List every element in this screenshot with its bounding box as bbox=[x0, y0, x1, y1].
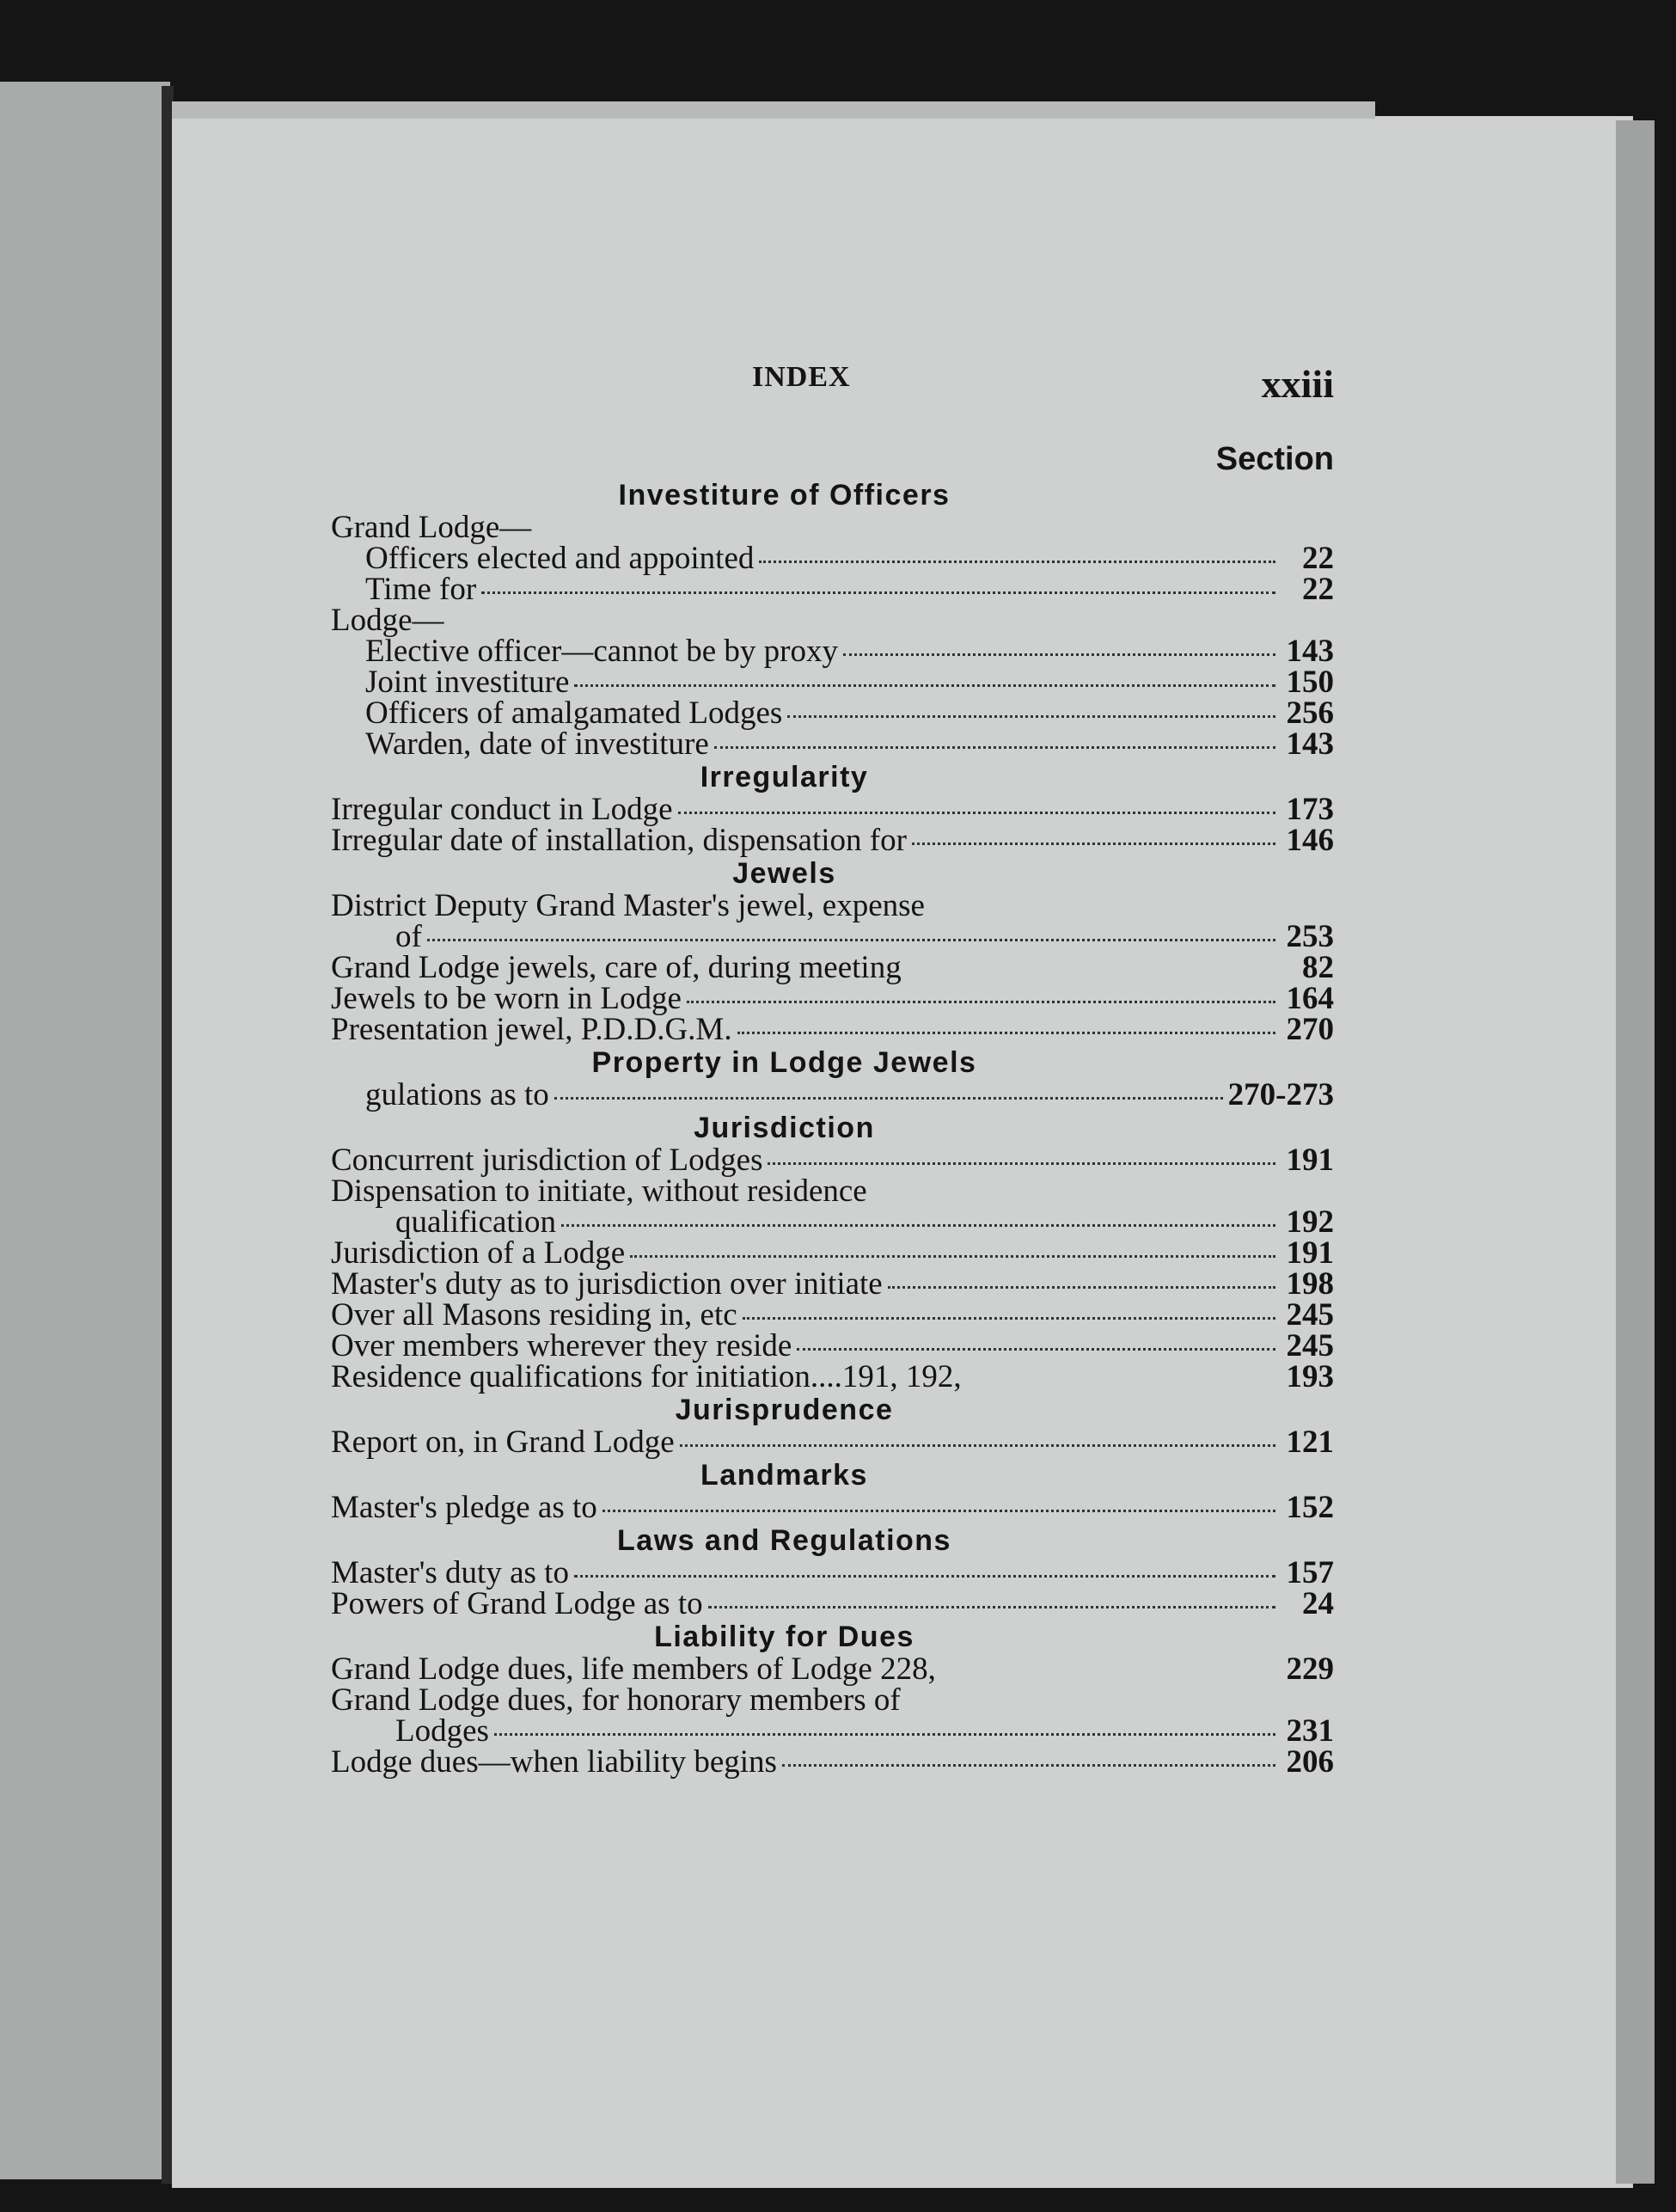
entry-text: Grand Lodge— bbox=[331, 510, 532, 545]
index-entry bbox=[331, 636, 1341, 667]
dot-leader bbox=[759, 561, 1275, 563]
entry-section-number: 231 bbox=[1286, 1713, 1334, 1749]
running-header bbox=[331, 361, 1341, 404]
dot-leader bbox=[680, 1444, 1275, 1447]
index-heading: Laws and Regulations bbox=[617, 1524, 951, 1557]
entry-section-number: 143 bbox=[1286, 726, 1334, 762]
dot-leader bbox=[630, 1255, 1275, 1258]
index-heading: Jurisprudence bbox=[675, 1394, 894, 1426]
entry-section-number: 256 bbox=[1286, 695, 1334, 731]
entry-section-number: 146 bbox=[1286, 823, 1334, 858]
entry-text: Irregular conduct in Lodge bbox=[331, 792, 673, 827]
entry-section-number: 198 bbox=[1286, 1266, 1334, 1302]
index-entry bbox=[331, 1427, 1341, 1458]
index-entry bbox=[331, 667, 1341, 698]
index-entry bbox=[331, 1682, 1341, 1718]
entry-section-number: 24 bbox=[1302, 1586, 1334, 1621]
index-entry bbox=[331, 1173, 1341, 1209]
dot-leader bbox=[494, 1733, 1275, 1736]
entry-section-number: 164 bbox=[1286, 981, 1334, 1016]
dot-leader bbox=[888, 1286, 1275, 1289]
page-number: xxiii bbox=[1261, 362, 1334, 406]
entry-text: Over members wherever they reside bbox=[331, 1328, 792, 1363]
entry-section-number: 191 bbox=[1286, 1143, 1334, 1178]
index-entry bbox=[331, 1014, 1341, 1045]
index-entry bbox=[331, 726, 1341, 762]
entry-section-number: 143 bbox=[1286, 634, 1334, 669]
entry-text: Dispensation to initiate, without residence bbox=[331, 1173, 867, 1209]
entry-section-number: 152 bbox=[1286, 1490, 1334, 1525]
entry-section-number: 245 bbox=[1286, 1297, 1334, 1333]
page-top-strip bbox=[172, 101, 1375, 119]
dot-leader bbox=[768, 1162, 1275, 1165]
entry-text: Elective officer—cannot be by proxy bbox=[365, 634, 838, 669]
entry-text: gulations as to bbox=[365, 1077, 549, 1112]
entry-section-number: 192 bbox=[1286, 1204, 1334, 1240]
dot-leader bbox=[708, 1606, 1275, 1608]
index-heading: Jewels bbox=[732, 857, 836, 890]
index-sections bbox=[331, 478, 1341, 1778]
entry-text: Jewels to be worn in Lodge bbox=[331, 981, 682, 1016]
index-entry bbox=[331, 1204, 1341, 1240]
entry-text: of bbox=[395, 919, 422, 954]
dot-leader bbox=[782, 1764, 1275, 1767]
dot-leader bbox=[481, 591, 1275, 594]
dot-leader bbox=[797, 1348, 1275, 1351]
entry-section-number: 253 bbox=[1286, 919, 1334, 954]
index-entry bbox=[331, 794, 1341, 825]
entry-text: Joint investiture bbox=[365, 665, 570, 700]
dot-leader bbox=[714, 746, 1275, 749]
index-entry bbox=[331, 1555, 1341, 1590]
entry-section-number: 22 bbox=[1302, 572, 1334, 607]
entry-text: Grand Lodge dues, for honorary members of bbox=[331, 1682, 901, 1718]
entry-section-number: 157 bbox=[1286, 1555, 1334, 1590]
entry-section-number: 206 bbox=[1286, 1744, 1334, 1780]
entry-section-number: 270-273 bbox=[1227, 1077, 1334, 1112]
entry-text: Master's duty as to bbox=[331, 1555, 569, 1590]
index-entry bbox=[331, 1297, 1341, 1333]
entry-text: Time for bbox=[365, 572, 477, 607]
index-heading: Liability for Dues bbox=[654, 1621, 914, 1653]
index-entry bbox=[331, 1328, 1341, 1363]
dot-leader bbox=[743, 1317, 1275, 1320]
dot-leader bbox=[678, 812, 1275, 814]
entry-text: qualification bbox=[395, 1204, 556, 1240]
section-column-label: Section bbox=[1215, 441, 1334, 477]
entry-text: Report on, in Grand Lodge bbox=[331, 1425, 675, 1460]
index-entry bbox=[331, 695, 1341, 731]
index-entry bbox=[331, 983, 1341, 1014]
entry-text: Over all Masons residing in, etc bbox=[331, 1297, 737, 1333]
entry-text: Residence qualifications for initiation....191, 192, bbox=[331, 1359, 962, 1394]
index-entry bbox=[331, 919, 1341, 954]
entry-text: Master's duty as to jurisdiction over initiate bbox=[331, 1266, 883, 1302]
entry-text: Warden, date of investiture bbox=[365, 726, 709, 762]
index-entry bbox=[331, 888, 1341, 923]
index-entry bbox=[331, 1744, 1341, 1780]
entry-text: Concurrent jurisdiction of Lodges bbox=[331, 1143, 763, 1178]
dot-leader bbox=[574, 1575, 1275, 1578]
entry-section-number: 121 bbox=[1286, 1425, 1334, 1460]
dot-leader bbox=[737, 1032, 1275, 1034]
index-heading: Irregularity bbox=[700, 761, 869, 794]
entry-text: Master's pledge as to bbox=[331, 1490, 597, 1525]
index-entry bbox=[331, 825, 1341, 856]
entry-text: Powers of Grand Lodge as to bbox=[331, 1586, 703, 1621]
left-page-edge bbox=[0, 82, 170, 2179]
entry-text: Officers elected and appointed bbox=[365, 541, 755, 576]
dot-leader bbox=[554, 1097, 1223, 1100]
dot-leader bbox=[427, 939, 1275, 941]
page-right-edge bbox=[1616, 120, 1655, 2184]
entry-section-number: 82 bbox=[1302, 950, 1334, 985]
entry-section-number: 270 bbox=[1286, 1012, 1334, 1047]
index-entry bbox=[331, 605, 1341, 636]
entry-text: Grand Lodge jewels, care of, during meeting bbox=[331, 950, 902, 985]
entry-text: Lodge dues—when liability begins bbox=[331, 1744, 777, 1780]
entry-section-number: 245 bbox=[1286, 1328, 1334, 1363]
index-entry bbox=[331, 1651, 1341, 1687]
index-entry bbox=[331, 543, 1341, 574]
entry-section-number: 22 bbox=[1302, 541, 1334, 576]
index-entry bbox=[331, 1713, 1341, 1749]
index-content bbox=[331, 361, 1341, 1778]
running-title: INDEX bbox=[752, 361, 851, 393]
entry-section-number: 191 bbox=[1286, 1235, 1334, 1271]
dot-leader bbox=[912, 843, 1275, 845]
index-entry bbox=[331, 1235, 1341, 1271]
entry-text: District Deputy Grand Master's jewel, expense bbox=[331, 888, 925, 923]
index-entry bbox=[331, 1586, 1341, 1621]
entry-section-number: 150 bbox=[1286, 665, 1334, 700]
entry-text: Officers of amalgamated Lodges bbox=[365, 695, 783, 731]
dot-leader bbox=[843, 653, 1275, 656]
index-entry bbox=[331, 574, 1341, 605]
index-heading: Investiture of Officers bbox=[618, 479, 951, 512]
entry-text: Grand Lodge dues, life members of Lodge 228, bbox=[331, 1651, 936, 1687]
entry-text: Jurisdiction of a Lodge bbox=[331, 1235, 626, 1271]
entry-text: Lodge— bbox=[331, 603, 444, 638]
index-entry bbox=[331, 1145, 1341, 1176]
index-heading: Jurisdiction bbox=[694, 1112, 875, 1144]
index-entry bbox=[331, 1077, 1341, 1112]
entry-section-number: 193 bbox=[1286, 1359, 1334, 1394]
entry-text: Irregular date of installation, dispensation for bbox=[331, 823, 907, 858]
dot-leader bbox=[687, 1001, 1275, 1003]
dot-leader bbox=[787, 715, 1275, 718]
dot-leader bbox=[603, 1510, 1275, 1512]
index-entry bbox=[331, 1359, 1341, 1394]
index-heading: Landmarks bbox=[700, 1459, 868, 1492]
entry-text: Lodges bbox=[395, 1713, 489, 1749]
index-heading: Property in Lodge Jewels bbox=[591, 1046, 977, 1079]
entry-section-number: 173 bbox=[1286, 792, 1334, 827]
dot-leader bbox=[561, 1224, 1275, 1227]
entry-text: Presentation jewel, P.D.D.G.M. bbox=[331, 1012, 732, 1047]
index-entry bbox=[331, 512, 1341, 543]
dot-leader bbox=[574, 684, 1275, 687]
index-entry bbox=[331, 1266, 1341, 1302]
index-entry bbox=[331, 1492, 1341, 1523]
entry-section-number: 229 bbox=[1286, 1651, 1334, 1687]
index-entry bbox=[331, 950, 1341, 985]
